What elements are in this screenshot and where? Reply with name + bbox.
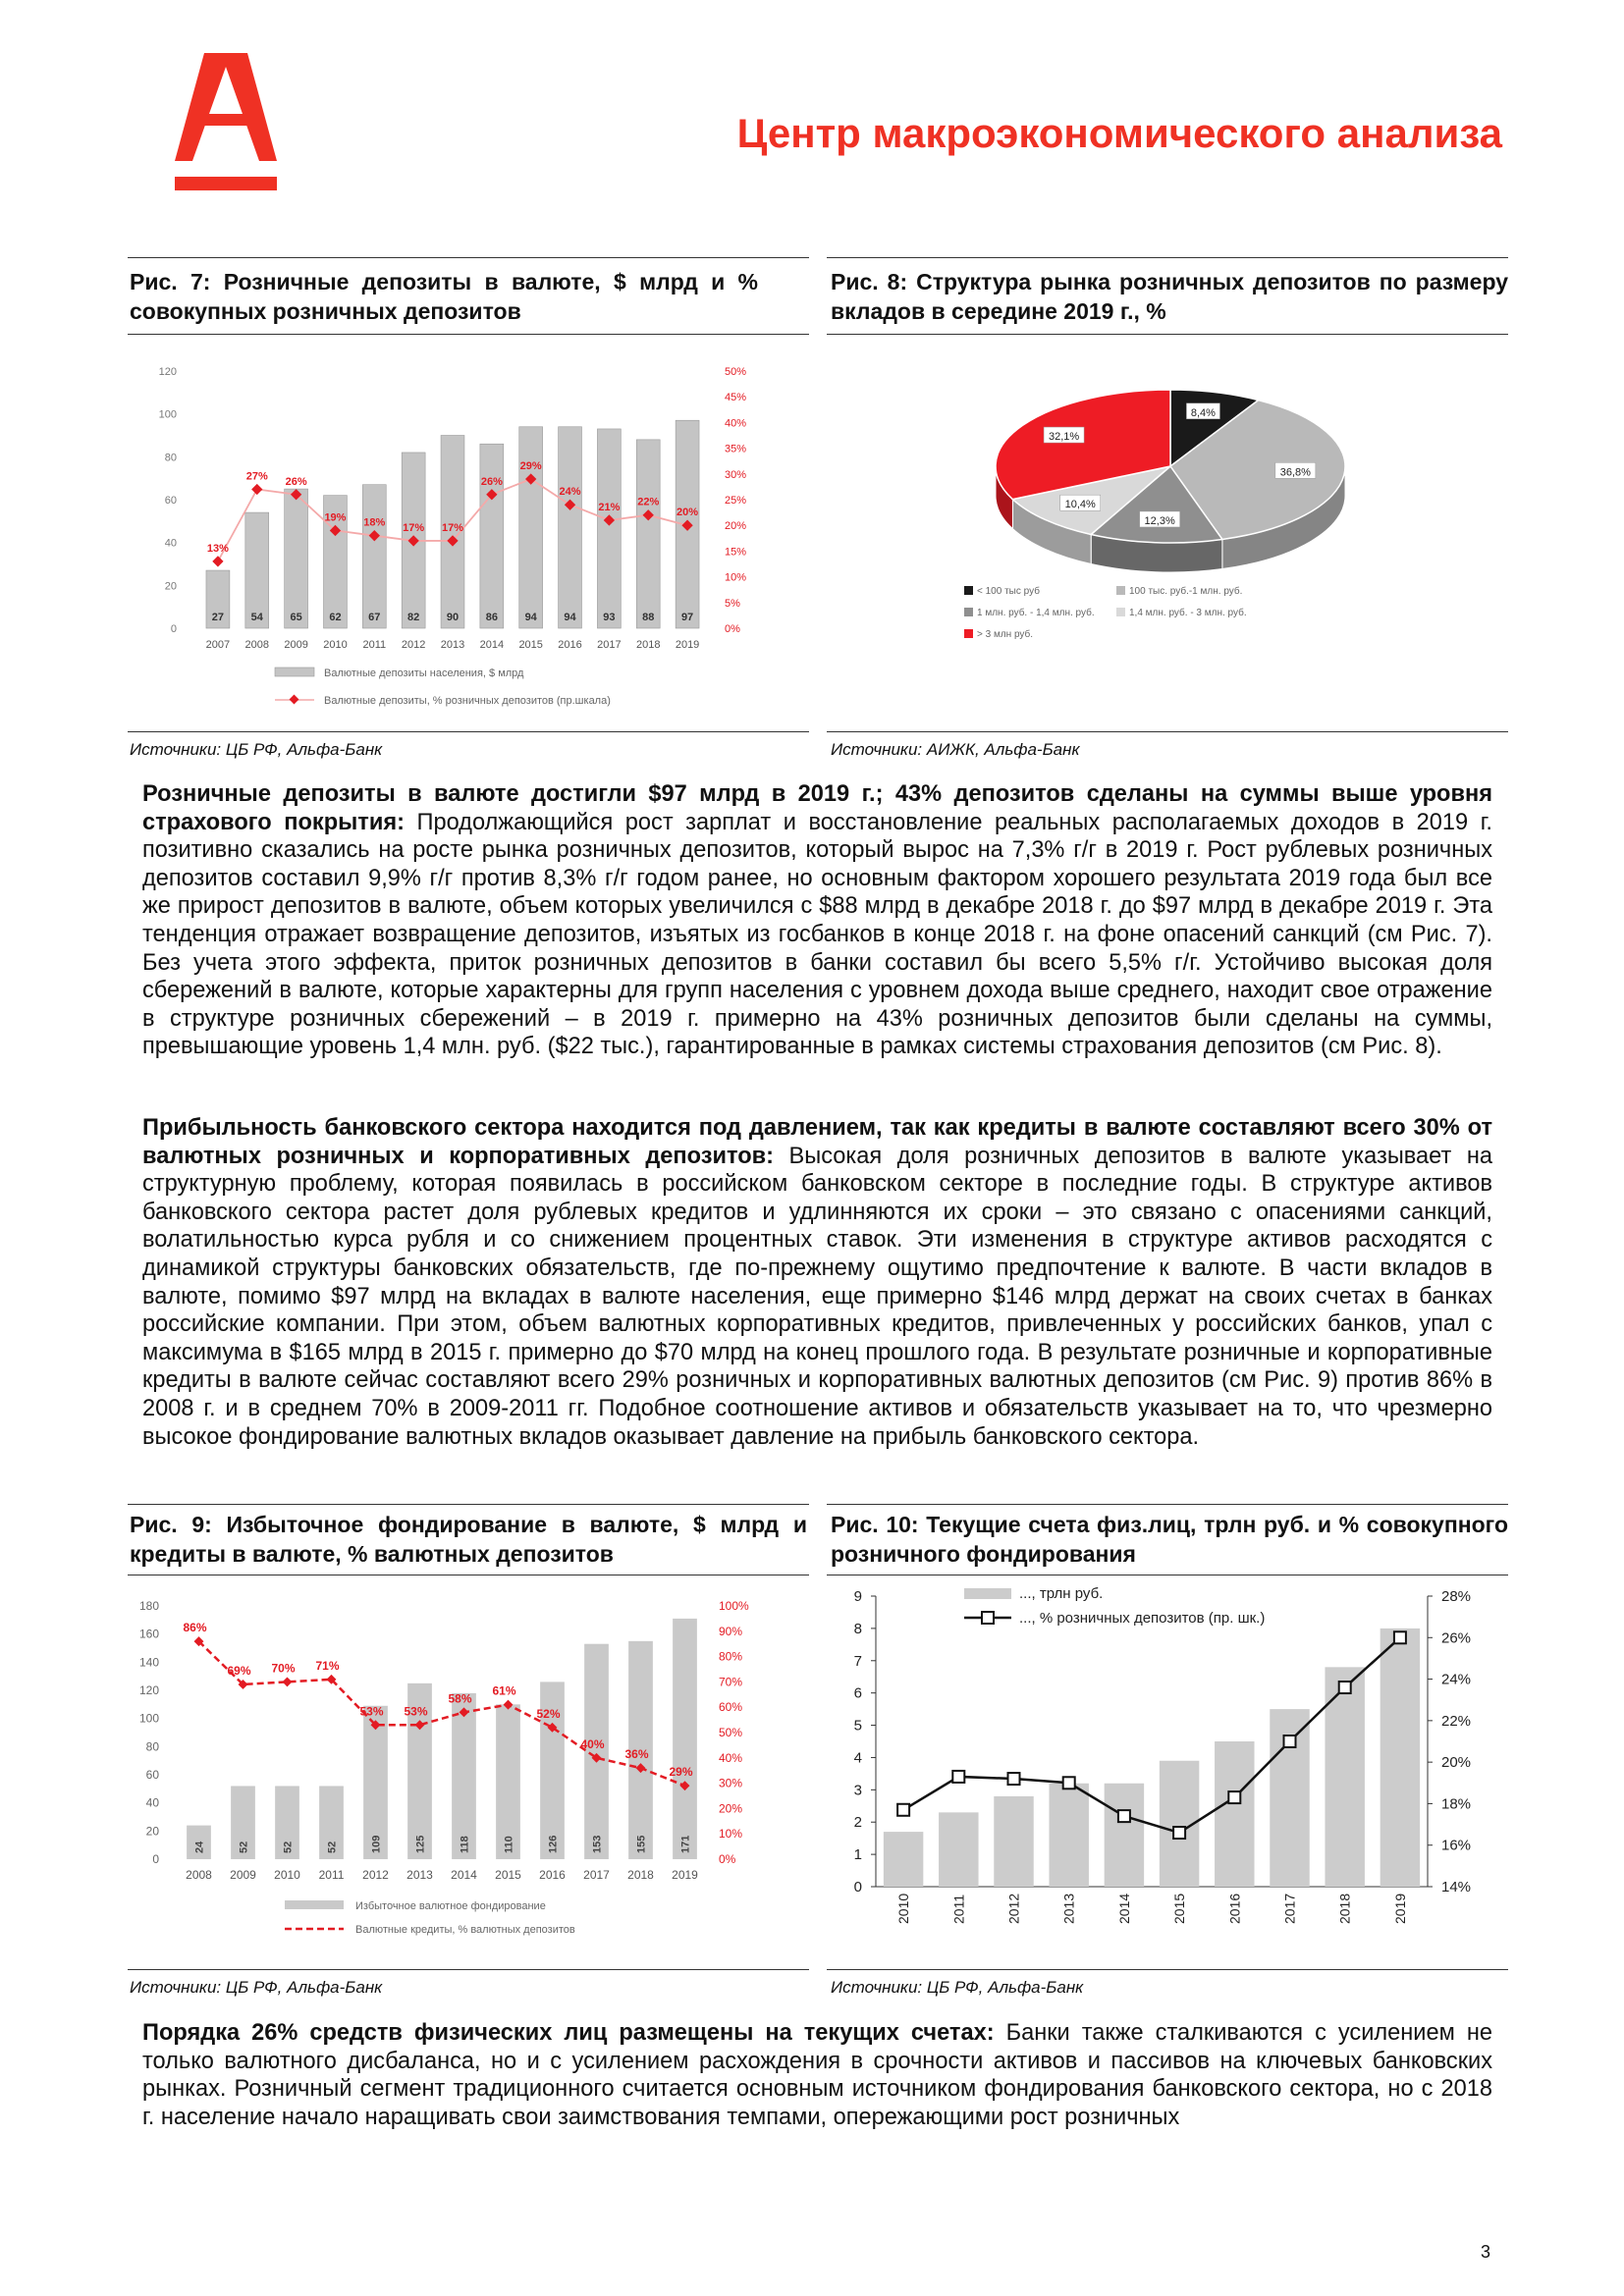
fig7-chart [128,344,815,726]
y-left-tick: 180 [138,1599,159,1613]
y-left-tick: 80 [164,452,177,464]
bar-value-label: 82 [407,612,420,623]
pct-marker [212,556,223,566]
legend-bar-swatch [964,1588,1011,1599]
x-tick: 2017 [583,1868,610,1882]
bar [994,1796,1033,1887]
pct-label: 69% [227,1663,251,1678]
pct-marker [1284,1735,1296,1747]
x-tick: 2014 [1115,1893,1132,1924]
bar [1380,1629,1420,1887]
x-tick: 2019 [675,639,700,651]
y-right-tick: 45% [725,392,747,404]
y-right-tick: 20% [1441,1754,1472,1772]
y-left-tick: 0 [170,623,177,635]
x-tick: 2018 [1336,1893,1353,1924]
bar [559,427,582,628]
y-left-tick: 6 [853,1684,862,1702]
pct-label: 22% [637,496,660,508]
pct-label: 17% [441,521,464,534]
x-tick: 2013 [1060,1893,1077,1924]
x-tick: 2016 [1226,1893,1243,1924]
pct-label: 58% [448,1691,472,1706]
legend-bar-label: Валютные депозиты населения, $ млрд [324,667,524,679]
legend-bar-label: Избыточное валютное фондирование [355,1900,546,1912]
legend-label: > 3 млн руб. [977,629,1034,640]
legend-swatch [964,586,973,595]
pct-label: 36% [624,1747,649,1762]
y-right-tick: 70% [719,1675,743,1689]
pct-marker [897,1804,909,1816]
x-tick: 2016 [558,639,582,651]
pct-marker [952,1771,964,1783]
bar-value-label: 54 [250,612,263,623]
y-right-tick: 28% [1441,1588,1472,1605]
legend-swatch [964,629,973,638]
y-left-tick: 120 [138,1683,159,1697]
fig9-source: Источники: ЦБ РФ, Альфа-Банк [130,1978,383,1997]
pct-label: 13% [206,542,229,555]
y-right-tick: 50% [719,1726,743,1739]
y-left-tick: 60 [164,495,177,507]
legend-bar-swatch [275,667,314,676]
legend-line-marker [290,695,299,705]
bar-value-label: 86 [485,612,498,623]
y-right-tick: 10% [725,571,747,584]
x-tick: 2010 [895,1893,912,1924]
bar-value-label: 52 [282,1841,295,1853]
x-tick: 2012 [362,1868,389,1882]
pct-label: 21% [598,501,621,513]
bar-value-label: 52 [238,1841,250,1853]
y-right-tick: 14% [1441,1879,1472,1896]
paragraph-3-text: Банки также сталкиваются с усилением не только валютного дисбаланса, но и с усилением расхождения в срочности активов и пассивов на ключевых банковских рынках. Розничный сегмент традиционного считается основным источником фондирования банковского сектора, но с 2018 г. население начало наращивать свои заимствования темпами, опережающими рост розничных [142,2020,1492,2130]
bar-value-label: 94 [524,612,537,623]
y-right-tick: 40% [719,1750,743,1765]
bar [597,429,621,628]
y-right-tick: 16% [1441,1837,1472,1854]
legend-swatch [1116,586,1125,595]
y-left-tick: 8 [853,1620,862,1637]
bar [584,1644,609,1859]
fig10-chart [827,1582,1514,1965]
y-right-tick: 26% [1441,1629,1472,1647]
pie-label: 12,3% [1144,514,1175,527]
y-right-tick: 20% [719,1801,743,1816]
header-title: Центр макроэкономического анализа [736,110,1502,156]
pct-label: 52% [536,1706,561,1721]
y-right-tick: 90% [719,1624,743,1638]
x-tick: 2017 [1281,1893,1298,1924]
y-right-tick: 35% [725,443,747,455]
legend-bar-label: ..., трлн руб. [1019,1585,1104,1602]
bar-value-label: 88 [642,612,655,623]
bar-value-label: 125 [414,1835,427,1853]
bar [636,440,660,628]
pct-label: 40% [580,1736,605,1751]
legend-line-label: Валютные кредиты, % валютных депозитов [355,1924,575,1936]
paragraph-1 [142,780,1492,1061]
fig7-title: Рис. 7: Розничные депозиты в валюте, $ млрд и % совокупных розничных депозитов [130,269,758,324]
fig8-chart [827,344,1514,726]
fig10-source: Источники: ЦБ РФ, Альфа-Банк [831,1978,1084,1997]
x-tick: 2011 [318,1868,345,1882]
x-tick: 2010 [323,639,348,651]
paragraph-2 [142,1114,1492,1451]
pct-label: 53% [404,1704,428,1719]
legend-bar-swatch [285,1900,344,1909]
bar [362,485,386,628]
x-tick: 2014 [479,639,505,651]
bar-value-label: 93 [603,612,616,623]
y-left-tick: 100 [138,1711,159,1726]
x-tick: 2013 [406,1868,433,1882]
pct-marker [283,1677,293,1686]
pct-label: 86% [183,1621,207,1635]
x-tick: 2015 [495,1868,521,1882]
paragraph-3-lead: Порядка 26% средств физических лиц размещены на текущих счетах: [142,2020,995,2046]
x-tick: 2009 [284,639,308,651]
y-left-tick: 120 [158,366,177,378]
x-tick: 2012 [401,639,426,651]
y-left-tick: 140 [138,1655,159,1670]
legend-line-label: ..., % розничных депозитов (пр. шк.) [1019,1610,1266,1627]
y-left-tick: 0 [152,1852,159,1866]
bar-value-label: 118 [459,1836,471,1853]
bar-value-label: 153 [591,1835,604,1853]
y-right-tick: 30% [725,468,747,481]
x-tick: 2010 [274,1868,300,1882]
bar [884,1832,923,1887]
y-left-tick: 9 [853,1588,862,1605]
alfa-bank-logo [175,53,277,200]
bar-value-label: 90 [446,612,460,623]
legend-label: 1,4 млн. руб. - 3 млн. руб. [1129,608,1247,618]
y-right-tick: 0% [725,623,740,635]
bar-value-label: 110 [503,1836,515,1853]
pct-label: 27% [245,470,268,483]
page-number: 3 [1480,2242,1490,2262]
paragraph-1-lead: Розничные депозиты в валюте достигли $97 млрд в 2019 г.; 43% депозитов сделаны на суммы выше уровня страхового покрытия: [142,781,1492,835]
bar-value-label: 65 [290,612,302,623]
pct-marker [1339,1682,1351,1693]
legend-swatch [964,608,973,616]
x-tick: 2015 [1171,1893,1188,1924]
y-left-tick: 0 [853,1879,862,1896]
pct-marker [1008,1773,1020,1785]
pct-label: 53% [359,1704,384,1719]
y-right-tick: 18% [1441,1795,1472,1813]
y-right-tick: 0% [719,1852,736,1866]
pct-marker [1063,1777,1075,1789]
x-tick: 2017 [597,639,622,651]
y-left-tick: 4 [853,1749,862,1767]
y-left-tick: 2 [853,1814,862,1832]
y-left-tick: 100 [158,408,177,421]
pct-label: 17% [403,521,425,534]
bar-value-label: 171 [679,1835,692,1853]
y-right-tick: 40% [725,417,747,430]
bar [452,1693,476,1859]
y-left-tick: 20 [145,1824,159,1839]
fig8-title: Рис. 8: Структура рынка розничных депозитов по размеру вкладов в середине 2019 г., % [831,269,1508,324]
pct-label: 26% [285,475,307,488]
y-right-tick: 5% [725,597,740,610]
x-tick: 2019 [672,1868,698,1882]
y-left-tick: 60 [145,1768,159,1782]
bar-value-label: 24 [193,1841,206,1853]
bar-value-label: 94 [564,612,576,623]
legend-label: < 100 тыс руб [977,586,1040,597]
pct-label: 26% [480,475,503,488]
y-left-tick: 20 [164,580,177,593]
y-left-tick: 160 [138,1627,159,1641]
y-right-tick: 24% [1441,1671,1472,1688]
bar-value-label: 126 [547,1835,560,1853]
fig9-title: Рис. 9: Избыточное фондирование в валюте, $ млрд и кредиты в валюте, % валютных депозитов [130,1512,807,1567]
y-right-tick: 15% [725,546,747,559]
x-tick: 2016 [539,1868,566,1882]
legend-label: 1 млн. руб. - 1,4 млн. руб. [977,608,1095,618]
pct-label: 20% [677,507,699,519]
paragraph-1-text: Продолжающийся рост зарплат и восстановление реальных располагаемых доходов в 2019 г. позитивно сказались на росте рынка розничных депозитов, который вырос на 7,3% г/г в 2019 г. Рост рублевых розничных депозитов составил 9,9% г/г против 8,3% г/г годом ранее, но основным фактором хорошего результата 2019 года был все же прирост депозитов в валюте, объем которых увеличился с $88 млрд в декабре 2018 г. до $97 млрд в декабре 2019 г. Эта тенденция отражает возвращение депозитов, изъятых из госбанков в конце 2018 г. на фоне опасений санкций (см Рис. 7). Без учета этого эффекта, приток розничных депозитов в банки составил бы всего 5,5% г/г. Устойчиво высокая доля сбережений в валюте, которые характерны для групп населения с уровнем дохода выше среднего, находит свое отражение в структуре розничных сбережений – в 2019 г. примерно на 43% розничных депозитов были сделаны на суммы, превышающие уровень 1,4 млн. руб. ($22 тыс.), гарантированные в рамках системы страхования депозитов (см Рис. 8). [142,809,1492,1060]
x-tick: 2011 [362,639,387,651]
bar-value-label: 62 [329,612,342,623]
pct-marker [1118,1810,1130,1822]
bar [673,1619,697,1859]
pct-label: 19% [324,511,347,524]
y-left-tick: 3 [853,1782,862,1799]
legend-swatch [1116,608,1125,616]
y-right-tick: 100% [719,1599,749,1613]
pct-marker [1173,1827,1185,1839]
y-left-tick: 40 [145,1795,159,1810]
x-tick: 2014 [451,1868,477,1882]
y-left-tick: 5 [853,1717,862,1735]
bar [285,489,308,628]
x-tick: 2008 [244,639,270,651]
pie-label: 10,4% [1064,499,1096,511]
pct-marker [1394,1631,1406,1643]
bar [1105,1784,1144,1887]
fig10-title: Рис. 10: Текущие счета физ.лиц, трлн руб. и % совокупного розничного фондирования [831,1512,1508,1567]
legend-line-marker [982,1612,994,1624]
x-tick: 2019 [1391,1893,1408,1924]
pct-label: 24% [559,486,581,499]
x-tick: 2013 [440,639,465,651]
bar [1049,1784,1088,1887]
bar [519,427,543,628]
pct-marker [1228,1791,1240,1803]
paragraph-2-text: Высокая доля розничных депозитов в валюте указывает на структурную проблему, которая появилась в российском банковском секторе в последние годы. В структуре активов банковского сектора растет доля рублевых кредитов и удлинняются их сроки – это связано с опасениями санкций, волатильностью курса рубля и со снижением процентных ставок. Эти изменения в структуре активов расходятся с динамикой структуры банковских обязательств, где по-прежнему ощутимо предпочтение к валюте. В части вкладов в валюте, помимо $97 млрд на вкладах в валюте населения, еще примерно $146 млрд держат на своих счетах в банках российские компании. При этом, объем валютных корпоративных кредитов, привлеченных у российских банков, упал с максимума в $165 млрд в 2015 г. примерно до $70 млрд на конец прошлого года. В результате розничные и корпоративные кредиты в валюте сейчас составляют всего 29% розничных и корпоративных валютных депозитов (см Рис. 9) против 86% в 2008 г. и в среднем 70% в 2009-2011 гг. Подобное соотношение активов и обязательств указывает на то, что чрезмерно высокое фондирование валютных вкладов оказывает давление на прибыль банковского сектора. [142,1143,1492,1450]
y-left-tick: 40 [164,537,177,550]
x-tick: 2018 [627,1868,654,1882]
y-right-tick: 25% [725,495,747,507]
fig7-source: Источники: ЦБ РФ, Альфа-Банк [130,740,383,759]
pie-label: 36,8% [1279,466,1311,479]
legend-label: 100 тыс. руб.-1 млн. руб. [1129,586,1243,597]
x-tick: 2008 [186,1868,212,1882]
pct-label: 61% [492,1683,516,1698]
y-right-tick: 22% [1441,1712,1472,1730]
fig8-source: Источники: АИЖК, Альфа-Банк [831,740,1080,759]
y-right-tick: 60% [719,1700,743,1715]
bar [1215,1741,1254,1887]
bar [480,444,504,628]
bar [939,1812,978,1887]
bar-value-label: 27 [211,612,225,623]
y-right-tick: 10% [719,1827,743,1842]
bar-value-label: 97 [680,612,694,623]
x-tick: 2011 [950,1894,967,1924]
pct-label: 18% [363,516,386,529]
pct-label: 29% [669,1765,693,1780]
y-left-tick: 1 [853,1846,862,1864]
y-left-tick: 80 [145,1739,159,1754]
pct-label: 70% [271,1661,296,1676]
y-right-tick: 50% [725,366,747,378]
x-tick: 2015 [518,639,543,651]
bar-value-label: 109 [370,1835,383,1853]
bar-value-label: 52 [326,1841,339,1853]
bar-value-label: 67 [368,612,381,623]
x-tick: 2018 [635,639,661,651]
paragraph-3 [142,2019,1492,2131]
pie-label: 32,1% [1048,431,1080,444]
bar-value-label: 155 [635,1835,648,1853]
x-tick: 2012 [1005,1893,1022,1924]
y-right-tick: 30% [719,1776,743,1790]
pie-label: 8,4% [1190,406,1216,419]
fig9-chart [128,1582,815,1965]
paragraph-2-lead: Прибыльность банковского сектора находится под давлением, так как кредиты в валюте составляют всего 30% от валютных розничных и корпоративных депозитов: [142,1115,1492,1169]
legend-line-label: Валютные депозиты, % розничных депозитов (пр.шкала) [324,695,611,707]
y-left-tick: 7 [853,1652,862,1670]
pct-label: 29% [519,460,542,473]
x-tick: 2009 [230,1868,256,1882]
pct-label: 71% [315,1658,340,1673]
x-tick: 2007 [205,639,231,651]
pct-marker [251,484,262,495]
y-right-tick: 80% [719,1649,743,1664]
y-right-tick: 20% [725,520,747,533]
